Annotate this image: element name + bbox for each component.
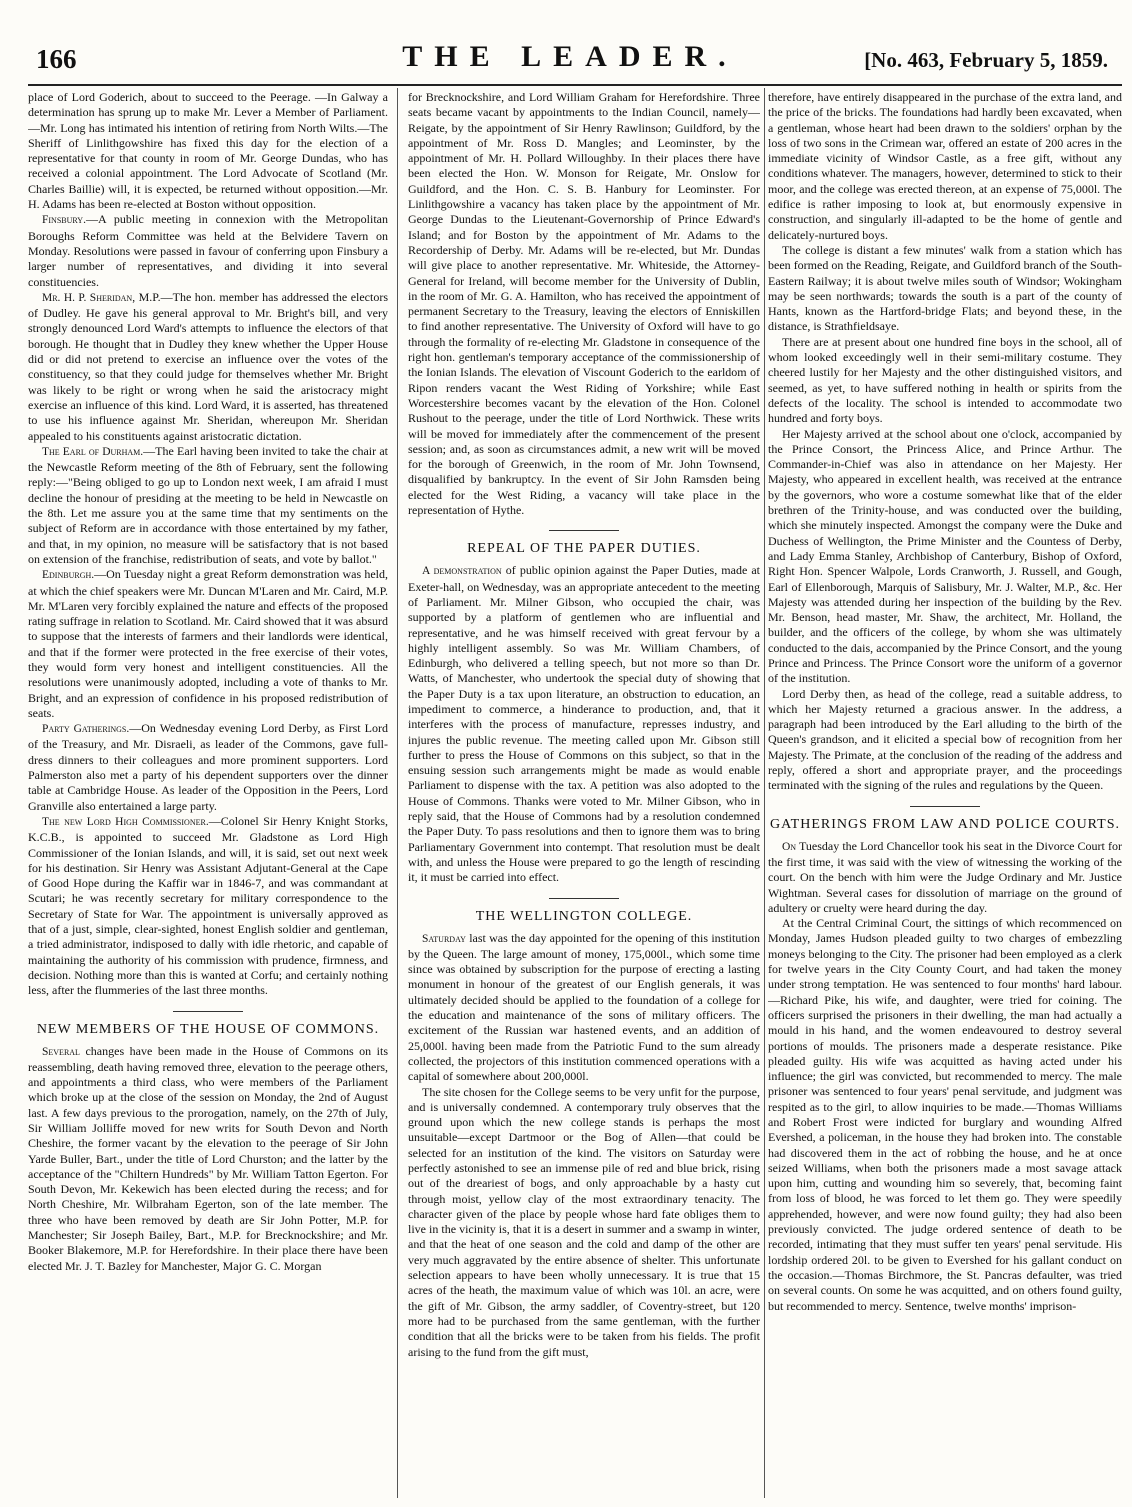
paragraph-text: —The Earl having been invited to take the chair at the Newcastle Reform meeting of the 8th of February, sent the following reply:—"Being obliged to go up to London next week, I am afraid I must decline the honour of presiding at the meeting to be held in Newcastle on the 8th. Let me assure you at the same time that my sentiments on the subject of Reform are in accordance with those entertained by my father, and that, in my opinion, no measure will be satisfactory that is not based on extension of the franchise, redistribution of seats, and vote by ballot." — [28, 443, 388, 566]
lead-in: The new Lord High Commissioner. — [42, 815, 209, 828]
paragraph — [28, 814, 388, 999]
paragraph — [28, 212, 388, 289]
masthead — [20, 0, 1120, 78]
lead-in: Mr. H. P. Sheridan, — [42, 291, 136, 304]
paragraph: place of Lord Goderich, about to succeed to the Peerage. —In Galway a determination has sprung up to make Mr. Lever a Member of Parliament.—Mr. Long has intimated his intention of retiring from North Wilts.—The Sheriff of Linlithgowshire has fixed this day for the election of a representative for that county in room of Mr. George Dundas, who has received a colonial appointment. The Lord Advocate of Scotland (Mr. Charles Baillie) will, it is expected, be returned without opposition.—Mr. H. Adams has been re-elected at Boston without opposition. — [28, 90, 388, 212]
paragraph — [28, 1044, 388, 1274]
paragraph-text: —On Tuesday night a great Reform demonstration was held, at which the chief speakers were Mr. Duncan M'Laren and Mr. Caird, M.P. Mr. M'Laren very forcibly explained the nature and effects of the proposed rating suffrage in relation to Scotland. Mr. Caird showed that it was absurd to suppose that the interests of farmers and their landlords were identical, and that if the former were protected in the free exercise of their votes, they would form very honest and intelligent constituencies. All the resolutions were unanimously adopted, including a vote of thanks to Mr. Bright, and an expression of confidence in his proposed redistribution of seats. — [28, 567, 388, 720]
paragraph — [408, 563, 760, 885]
paragraph: therefore, have entirely disappeared in the purchase of the extra land, and the price of the bricks. The foundations had hardly been excavated, when a gentleman, whose heart had been drawn to the soldiers' orphan by the loss of two sons in the Crimean war, offered an estate of 200 acres in the immediate vicinity of Windsor Castle, as a free gift, without any conditions whatever. The managers, however, determined to stick to their moor, and the college was erected thereon, at an expense of 75,000l. The edifice is rather imposing to look at, but enormously expensive in construction, and singularly ill-adapted to be the home of gentle and delicately-nurtured boys. — [768, 90, 1122, 242]
section-separator — [549, 898, 619, 899]
lead-in: Saturday — [422, 932, 466, 945]
lead-in: On — [782, 840, 797, 853]
page-fade — [768, 1475, 1122, 1495]
lead-in: Edinburgh. — [42, 569, 95, 582]
paragraph: At the Central Criminal Court, the sittings of which recommenced on Monday, James Hudson pleaded guilty to two charges of embezzling moneys belonging to the City. The prisoner had been employed as a clerk for twelve years in the City County Court, and had taken the money under strong temptation. He was sentenced to four months' hard labour.—Richard Pike, his wife, and daughter, were tried for coining. The officers surprised the prisoners in their dwelling, the man had actually a mould in his hand, and the women endeavoured to destroy several portions of moulds. The prisoners made a desperate resistance. Pike pleaded guilty. His wife was acquitted as having acted under his influence; the girl was convicted, but recommended to mercy. The male prisoner was sentenced to four years' penal servitude, and judgment was respited as to the girl, to allow inquiries to be made.—Thomas Williams and Robert Frost were indicted for burglary and wounding Alfred Evershed, a policeman, in the house they had broken into. The constable had discovered them in the act of robbing the house, and he at once seized Williams, when both the prisoners made a most savage attack upon him, cutting and wounding him so severely, that, becoming faint from loss of blood, he was forced to let them go. They were speedily apprehended, however, and were now found guilty; they had also been previously convicted. The judge ordered sentence of death to be recorded, intimating that they must suffer ten years' penal servitude. His lordship ordered 20l. to be given to Evershed for his gallant conduct on the occasion.—Thomas Birchmore, the St. Pancras defaulter, was tried on several counts. On some he was acquitted, and on others found guilty, but recommended to mercy. Sentence, twelve months' imprison- — [768, 916, 1122, 1313]
paragraph: for Brecknockshire, and Lord William Graham for Herefordshire. Three seats became vacant by appointments to the Indian Council, namely—Reigate, by the appointment of Sir Henry Rawlinson; Guildford, by the appointment of Mr. Ross D. Mangles; and Leominster, by the appointment of Mr. H. Pollard Willoughby. In their places there have been elected the Hon. W. Monson for Reigate, Mr. Onslow for Guildford, and the Hon. C. S. B. Hanbury for Leominster. For Linlithgowshire a vacancy has taken place by the appointment of Mr. George Dundas to the Lieutenant-Governorship of Prince Edward's Island; and for Boston by the appointment of Mr. Adams to the Recordership of Derby. Mr. Adams will be re-elected, but Mr. Dundas will give place to another representative. Mr. Whiteside, the Attorney-General for Ireland, will become member for the University of Dublin, in the room of Mr. G. A. Hamilton, who has received the appointment of permanent Secretary to the Treasury, leaving the electors of Enniskillen to find another representative. The University of Oxford will have to go through the formality of re-electing Mr. Gladstone in consequence of the right hon. gentleman's temporary acceptance of the commissionership of the Ionian Islands. The elevation of Viscount Goderich to the earldom of Ripon renders vacant the West Riding of Yorkshire; while East Worcestershire becomes vacant by the elevation of the Hon. Colonel Rushout to the peerage, under the title of Lord Northwick. These writs will be moved for immediately after the commencement of the present session; and, as soon as circumstances admit, a new writ will be moved for the borough of Greenwich, in the room of Mr. John Townsend, disqualified by bankruptcy. In the event of Sir John Ramsden being elected for the West Riding, a vacancy will take place in the representation of Hythe. — [408, 90, 760, 518]
section-separator — [910, 806, 980, 807]
paragraph: Lord Derby then, as head of the college, read a suitable address, to which her Majesty returned a gracious answer. In the address, a paragraph had been introduced by the Earl alluding to the birth of the Queen's grandson, and it elicited a special bow of recognition from her Majesty. The Primate, at the conclusion of the reading of the address and reply, offered a short and appropriate prayer, and the proceedings terminated with the signing of the rules and regulations by the Queen. — [768, 686, 1122, 793]
column-2 — [408, 90, 760, 1495]
paragraph-text: —A public meeting in connexion with the Metropolitan Boroughs Reform Committee was held at the Belvidere Tavern on Monday. Resolutions were passed in favour of conferring upon Finsbury a larger number of representatives, and dividing it into several constituencies. — [28, 212, 388, 289]
paragraph — [28, 444, 388, 567]
column-divider — [397, 88, 398, 1498]
section-separator — [173, 1011, 243, 1012]
paragraph — [408, 931, 760, 1085]
paragraph-text: —Colonel Sir Henry Knight Storks, K.C.B., is appointed to succeed Mr. Gladstone as Lord High Commissioner of the Ionian Islands, and will, it is said, set out next week for his destination. Sir Henry was Assistant Adjutant-General at the Cape of Good Hope during the Kaffir war in 1846-7, and was commandant at Scutari; he was recently secretary for military correspondence to the Secretary of State for War. The appointment is universally approved as that of a just, simple, clear-sighted, honest English soldier and gentleman, a tried administrator, indisposed to dally with idle rhetoric, and capable of maintaining the authority of his commission with prudence, firmness, and decision. Nothing more than this is wanted at Corfu; and certainly nothing less, after the flummeries of the last three months. — [28, 813, 388, 998]
paragraph — [768, 839, 1122, 916]
column-3 — [768, 90, 1122, 1495]
paragraph — [28, 290, 388, 444]
section-heading: THE WELLINGTON COLLEGE. — [475, 908, 693, 924]
section-separator — [549, 530, 619, 531]
paragraph-text: —On Wednesday evening Lord Derby, as First Lord of the Treasury, and Mr. Disraeli, as leader of the Commons, gave full-dress dinners to their colleagues and more prominent supporters. Lord Palmerston also met a party of his dependent supporters over the dinner table at Cambridge House. As leader of the Opposition in the Peers, Lord Granville also entertained a large party. — [28, 721, 388, 813]
paragraph-text: M.P.—The hon. member has addressed the electors of Dudley. He gave his general approval to Mr. Bright's bill, and very strongly denounced Lord Ward's attempts to influence the electors of that borough. He thought that in Dudley they knew whether the Upper House did or did not pretend to exercise an influence over the votes of the constituency, so that they could judge for themselves whether Mr. Bright was likely to be right or wrong when he said the aristocracy might exercise an influence of this kind. Lord Ward, it is asserted, has threatened to use his influence against Mr. Sheridan, whereupon Mr. Sheridan appealed to his constituents against aristocratic dictation. — [28, 289, 388, 443]
column-divider — [764, 88, 765, 1498]
issue-info: [No. 463, February 5, 1859. — [864, 48, 1108, 72]
page-fade — [28, 1475, 388, 1495]
paragraph: There are at present about one hundred fine boys in the school, all of whom looked exceedingly well in their semi-military costume. They cheered lustily for her Majesty and the other distinguished visitors, and seemed, as yet, to have suffered nothing in health or spirits from the defects of the locality. The school is intended to accommodate two hundred and forty boys. — [768, 334, 1122, 426]
paragraph-text: last was the day appointed for the opening of this institution by the Queen. The large amount of money, 175,000l., which some time since was obtained by subscription for the purpose of erecting a lasting monument in honour of the greatest of our English generals, it was ultimately decided should be applied to the foundation of a college for the education and maintenance of the sons of military officers. The excitement of the Russian war hastened events, and an addition of 25,000l. having been made from the Patriotic Fund to the sum already collected, the projectors of this institution commenced operations with a capital of somewhere about 200,000l. — [408, 930, 760, 1084]
page-number: 166 — [36, 44, 77, 74]
paragraph — [28, 567, 388, 721]
lead-in: Finsbury. — [42, 214, 86, 227]
paragraph: The college is distant a few minutes' walk from a station which has been formed on the Reading, Reigate, and Guildford branch of the South-Eastern Railway; it is about twelve miles south of Windsor; Wokingham may be seen northwards; towards the south is a part of the county of Hants, known as the Hartford-bridge Flats; and beyond these, in the distance, is Strathfieldsaye. — [768, 242, 1122, 334]
paragraph-text: changes have been made in the House of Commons on its reassembling, death having removed three, elevation to the peerage others, and appointments a third class, who were members of the Parliament which broke up at the close of the session on Monday, the 2nd of August last. A few days previous to the prorogation, namely, on the 27th of July, Sir William Jolliffe moved for new writs for South Devon and North Cheshire, the former vacant by the elevation to the peerage of Sir John Yarde Buller, Bart., under the title of Lord Churston; and the latter by the acceptance of the "Chiltern Hundreds" by Mr. William Tatton Egerton. For South Devon, Mr. Kekewich has been elected during the recess; and for North Cheshire, Mr. Wilbraham Egerton, son of the late member. The three who have been removed by death are Sir John Potter, M.P. for Manchester; Sir Joseph Bailey, Bart., M.P. for Brecknockshire; and Mr. Booker Blakemore, M.P. for Herefordshire. In their place there have been elected Mr. J. T. Bazley for Manchester, Major G. C. Morgan — [28, 1043, 388, 1273]
section-heading: REPEAL OF THE PAPER DUTIES. — [467, 541, 701, 557]
paragraph — [28, 721, 388, 814]
lead-in: A demonstration — [422, 565, 502, 578]
lead-in: Several — [42, 1045, 80, 1058]
page-fade — [408, 1475, 760, 1495]
paragraph-text: of public opinion against the Paper Duties, made at Exeter-hall, on Wednesday, was an appropriate antecedent to the meeting of Parliament. Mr. Milner Gibson, who occupied the chair, was supported by a platform of gentlemen who are influential and representative, and he was himself received with great fervour by a highly intelligent assembly. So was Mr. William Chambers, of Edinburgh, who delivered a telling speech, but not more so than Dr. Watts, of Manchester, who undertook the special duty of showing that the Paper Duty is a tax upon literature, an obstruction to education, an impediment to commerce, a hinderance to production, and, that it interferes with the process of manufacture, represses industry, and injures the public revenue. The meeting called upon Mr. Gibson still further to press the House of Commons on this subject, so that in the ensuing session such arrangements might be made as would enable Parliament to dispense with the tax. A petition was also adopted to the House of Commons. Thanks were voted to Mr. Milner Gibson, who in reply said, that the House of Commons had by a resolution condemned the Paper Duty. To pass resolutions and then to ignore them was to bring Parliamentary Government into contempt. That resolution must be dealt with, and unless the House were prepared to go the length of rescinding it, it must be carried into effect. — [408, 563, 760, 885]
section-heading: NEW MEMBERS OF THE HOUSE OF COMMONS. — [36, 1021, 380, 1037]
paragraph: Her Majesty arrived at the school about one o'clock, accompanied by the Prince Consort, the Princess Alice, and Prince Arthur. The Commander-in-Chief was also in attendance on her Majesty. Her Majesty, who appeared in excellent health, was received at the entrance by the governors, who wore a costume somewhat like that of the elder brethren of the Trinity-house, and was conducted over the building, which she minutely inspected. Amongst the company were the Duke and Duchess of Wellington, the Prime Minister and the Countess of Derby, and Lady Emma Stanley, Archbishop of Canterbury, Bishop of Oxford, Right Hon. Spencer Walpole, Lords Cranworth, J. Russell, and Gough, Earl of Ellenborough, Marquis of Salisbury, Mr. J. Walter, M.P., &c. Her Majesty was attended during her inspection of the building by the Rev. Mr. Benson, head master, Mr. Shaw, the architect, Mr. Holland, the builder, and the officers of the college, by whom she was ultimately conducted to the dais, accompanied by the Prince Consort, and the young Prince and Princess. The Prince Consort wore the uniform of a governor of the institution. — [768, 426, 1122, 686]
lead-in: The Earl of Durham. — [42, 445, 144, 458]
paragraph: The site chosen for the College seems to be very unfit for the purpose, and is universally condemned. A contemporary truly observes that the ground upon which the new college stands is perhaps the most unsuitable—except Dartmoor or the Bog of Allen—that could be selected for an institution of the kind. The visitors on Saturday were perfectly astonished to see an immense pile of red and blue brick, rising out of the dreariest of bogs, and only approachable by a hasty cut through moist, yellow clay of the most extraordinary tenacity. The character given of the place by people whose hard fate obliges them to live in the vicinity is, that it is a desert in summer and a swamp in winter, and that the heat of one season and the cold and damp of the other are very much aggravated by the entire absence of shelter. This unfortunate selection appears to have been wholly unnecessary. It is true that 15 acres of the heath, the maximum value of which was 10l. an acre, were the gift of Mr. Gibson, the army saddler, of Coventry-street, but 120 more had to be purchased from the same gentleman, with the further condition that all the bricks were to be taken from his fields. The profit arising to the fund from the gift must, — [408, 1084, 760, 1359]
section-heading: GATHERINGS FROM LAW AND POLICE COURTS. — [769, 816, 1121, 832]
lead-in: Party Gatherings. — [42, 723, 130, 736]
paragraph-text: Tuesday the Lord Chancellor took his seat in the Divorce Court for the first time, it was said with the view of witnessing the working of the court. On the bench with him were the Judge Ordinary and Mr. Justice Wightman. Several cases for dissolution of marriage on the ground of adultery or cruelty were heard during the day. — [768, 838, 1122, 915]
publication-title: THE LEADER. — [402, 40, 738, 73]
column-1 — [28, 90, 388, 1495]
header-rule — [28, 84, 1122, 86]
